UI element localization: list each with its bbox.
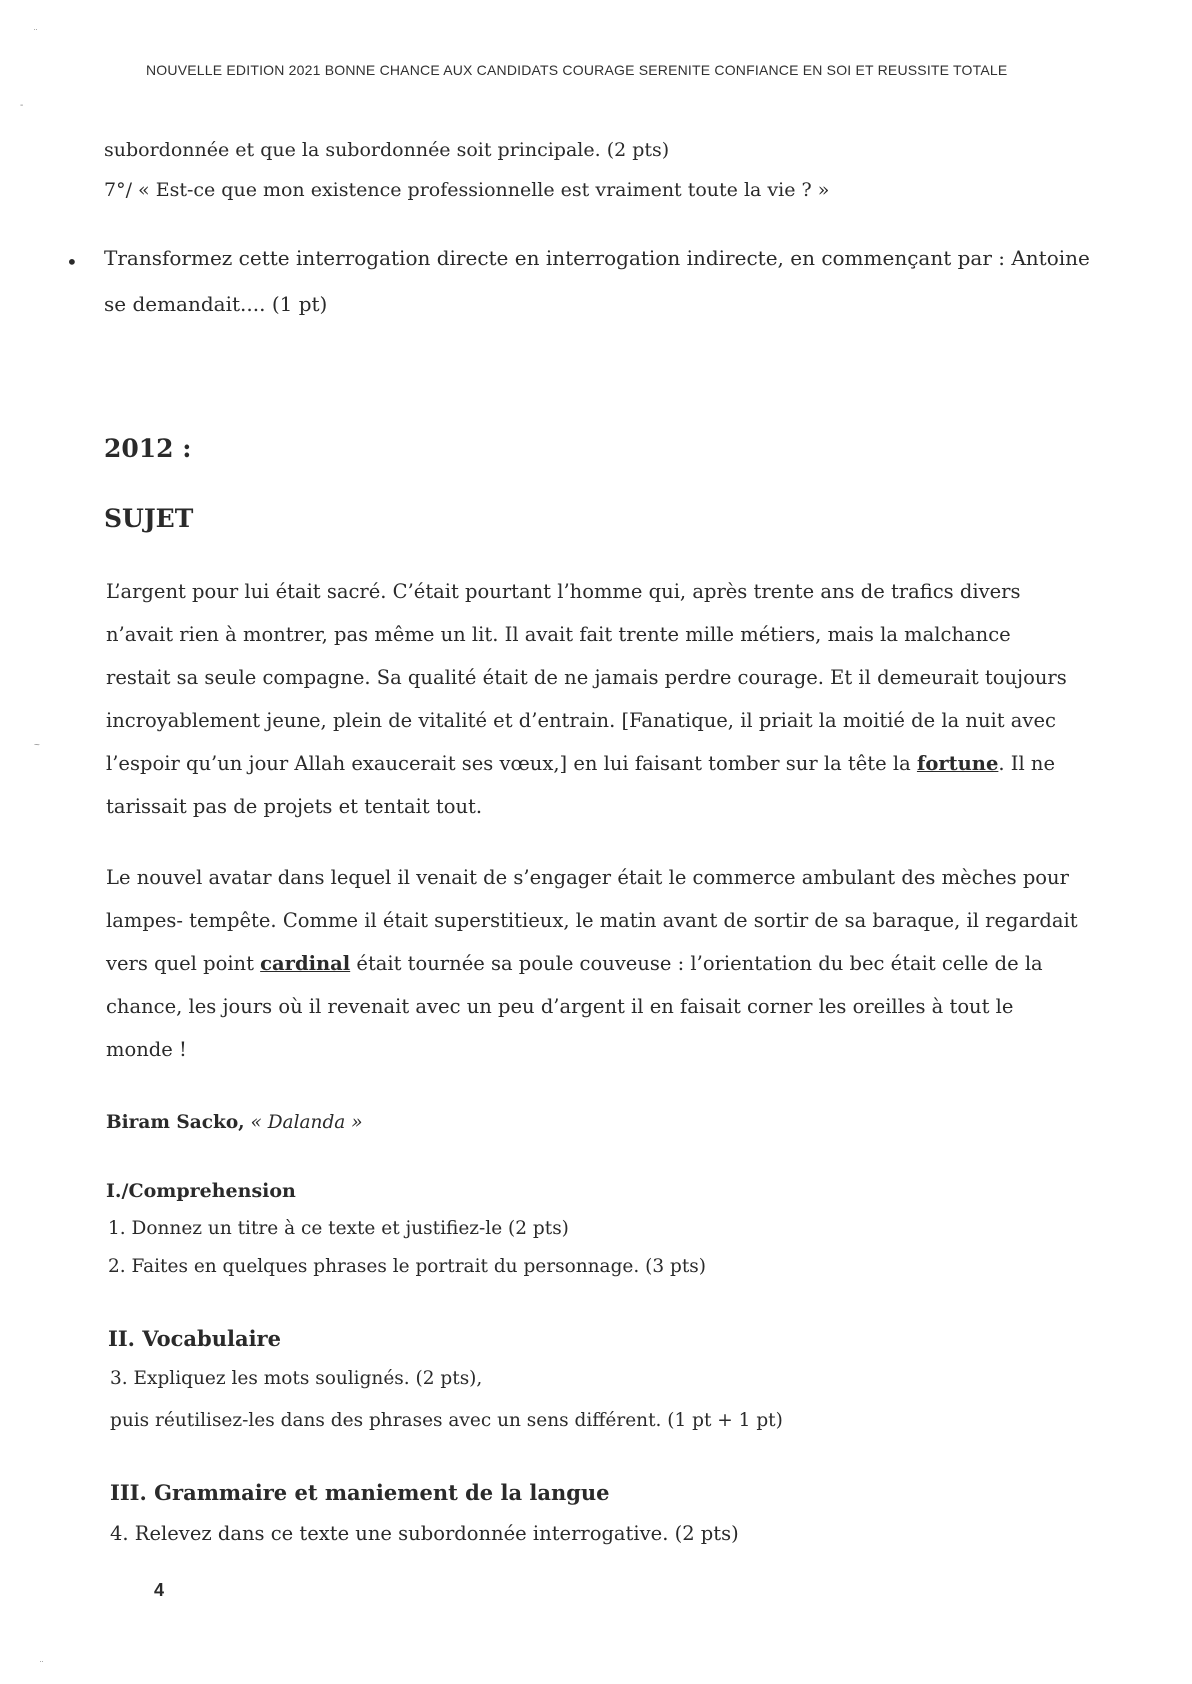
- bullet-icon: •: [66, 250, 78, 274]
- scan-mark: ~: [34, 740, 40, 751]
- text-line: monde !: [106, 1038, 187, 1061]
- question-7: 7°/ « Est-ce que mon existence professionnelle est vraiment toute la vie ? »: [104, 179, 830, 201]
- page-header: NOUVELLE EDITION 2021 BONNE CHANCE AUX CANDIDATS COURAGE SERENITE CONFIANCE EN SOI ET REUSSITE TOTALE: [146, 62, 1008, 78]
- text-line: L’argent pour lui était sacré. C’était pourtant l’homme qui, après trente ans de trafics divers: [106, 580, 1021, 603]
- text-line: chance, les jours où il revenait avec un peu d’argent il en faisait corner les oreilles à tout le: [106, 995, 1014, 1018]
- author-name: Biram Sacko,: [106, 1112, 245, 1133]
- text-line: vers quel point cardinal était tournée sa poule couveuse : l’orientation du bec était celle de la: [106, 952, 1043, 975]
- scan-mark: ¨: [40, 1660, 44, 1671]
- text-line: Le nouvel avatar dans lequel il venait de s’engager était le commerce ambulant des mèches pour: [106, 866, 1069, 889]
- text-line: incroyablement jeune, plein de vitalité et d’entrain. [Fanatique, il priait la moitié de la nuit avec: [106, 709, 1056, 732]
- question-3: 3. Expliquez les mots soulignés. (2 pts),: [110, 1368, 483, 1389]
- question-3-continued: puis réutilisez-les dans des phrases avec un sens différent. (1 pt + 1 pt): [110, 1410, 783, 1431]
- underlined-word-fortune: fortune: [916, 752, 999, 775]
- scan-mark: -: [20, 100, 24, 111]
- text-line: l’espoir qu’un jour Allah exaucerait ses vœux,] en lui faisant tomber sur la tête la fortune. Il ne: [106, 752, 1056, 775]
- underlined-word-cardinal: cardinal: [260, 952, 351, 975]
- section-vocabulaire-title: II. Vocabulaire: [108, 1326, 281, 1351]
- text-line: lampes- tempête. Comme il était superstitieux, le matin avant de sortir de sa baraque, il regardait: [106, 909, 1078, 932]
- continuation-line: subordonnée et que la subordonnée soit principale. (2 pts): [104, 139, 670, 161]
- question-4: 4. Relevez dans ce texte une subordonnée interrogative. (2 pts): [110, 1522, 739, 1545]
- text-paragraph-1: [106, 570, 1126, 828]
- scan-mark: ¨: [34, 28, 38, 39]
- instruction-line-2: se demandait.... (1 pt): [104, 292, 328, 316]
- question-2: 2. Faites en quelques phrases le portrait du personnage. (3 pts): [108, 1256, 706, 1277]
- page-number: 4: [154, 1580, 165, 1600]
- question-1: 1. Donnez un titre à ce texte et justifiez-le (2 pts): [108, 1218, 569, 1239]
- instruction-line-1: Transformez cette interrogation directe en interrogation indirecte, en commençant par : Antoine: [104, 246, 1090, 270]
- section-comprehension-title: I./Comprehension: [106, 1180, 296, 1202]
- year-heading: 2012 :: [104, 434, 192, 463]
- text-line: restait sa seule compagne. Sa qualité était de ne jamais perdre courage. Et il demeurait toujours: [106, 666, 1067, 689]
- text-paragraph-2: [106, 856, 1126, 1071]
- section-grammaire-title: III. Grammaire et maniement de la langue: [110, 1480, 610, 1505]
- work-title: « Dalanda »: [250, 1112, 363, 1133]
- author-citation: [106, 1112, 363, 1133]
- sujet-heading: SUJET: [104, 504, 194, 533]
- text-line: n’avait rien à montrer, pas même un lit. Il avait fait trente mille métiers, mais la malchance: [106, 623, 1011, 646]
- text-line: tarissait pas de projets et tentait tout.: [106, 795, 483, 818]
